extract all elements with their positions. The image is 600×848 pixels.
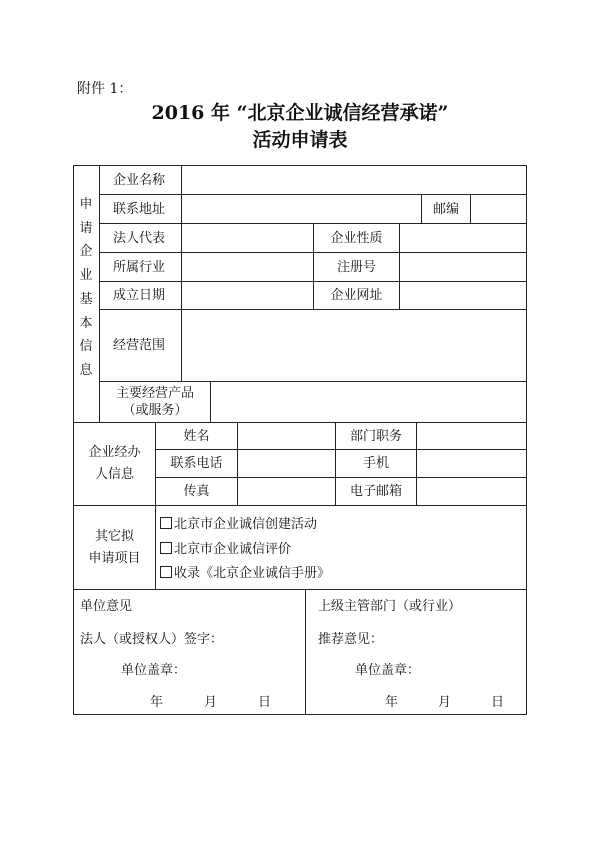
label-contact-phone: 联系电话	[170, 456, 223, 471]
option-integrity-evaluation[interactable]: 北京市企业诚信评价	[160, 538, 291, 557]
table-right-border	[526, 165, 527, 715]
field-industry[interactable]	[182, 253, 313, 281]
field-fax[interactable]	[238, 478, 335, 505]
field-business-scope[interactable]	[182, 310, 526, 381]
label-fax: 传真	[183, 484, 210, 499]
field-main-products[interactable]	[211, 382, 526, 422]
label-handler-name: 姓名	[183, 428, 210, 444]
col-line	[305, 589, 306, 714]
label-industry: 所属行业	[113, 259, 166, 275]
field-company-nature[interactable]	[400, 224, 526, 252]
field-company-name[interactable]	[182, 166, 526, 194]
field-handler-name[interactable]	[238, 423, 335, 449]
section-label-basic-info: 申 请 企 业 基 本 信 息	[79, 196, 93, 379]
table-bottom-border	[73, 714, 527, 715]
label-mobile: 手机	[362, 456, 389, 471]
field-mobile[interactable]	[417, 450, 526, 477]
label-company-name: 企业名称	[113, 172, 166, 188]
label-registration-number: 注册号	[336, 259, 376, 275]
label-company-nature: 企业性质	[330, 230, 383, 246]
label-right-year: 年	[385, 695, 399, 710]
field-legal-rep[interactable]	[182, 224, 313, 252]
checkbox[interactable]	[160, 517, 172, 529]
section-label-other-projects: 其它拟 申请项目	[88, 528, 141, 566]
label-superior-department: 上级主管部门（或行业）	[318, 599, 462, 614]
label-website: 企业网址	[330, 288, 383, 303]
field-registration-number[interactable]	[400, 253, 526, 281]
field-dept-title[interactable]	[417, 423, 526, 449]
col-line	[155, 505, 156, 589]
label-postcode: 邮编	[432, 201, 459, 217]
label-left-month: 月	[204, 695, 218, 710]
label-left-year: 年	[150, 695, 164, 710]
field-email[interactable]	[417, 478, 526, 505]
label-left-day: 日	[258, 695, 272, 710]
label-legal-rep: 法人代表	[113, 230, 166, 246]
label-email: 电子邮箱	[349, 484, 402, 499]
label-main-products: 主要经营产品 （或服务）	[115, 386, 194, 418]
field-founded-date[interactable]	[182, 282, 313, 309]
label-founded-date: 成立日期	[113, 288, 166, 303]
field-website[interactable]	[400, 282, 526, 309]
label-right-month: 月	[438, 695, 452, 710]
form-title: 2016 年 “北京企业诚信经营承诺”	[151, 102, 449, 124]
label-left-seal: 单位盖章：	[121, 663, 187, 678]
label-unit-opinion: 单位意见	[80, 599, 133, 614]
section-line	[73, 589, 527, 590]
label-business-scope: 经营范围	[113, 338, 166, 353]
option-integrity-handbook[interactable]: 收录《北京企业诚信手册》	[160, 562, 330, 581]
label-address: 联系地址	[113, 201, 166, 217]
field-contact-phone[interactable]	[238, 450, 335, 477]
field-address[interactable]	[182, 195, 421, 223]
label-right-seal: 单位盖章：	[355, 663, 421, 678]
label-dept-title: 部门职务	[349, 428, 402, 444]
label-legal-signature: 法人（或授权人）签字：	[80, 632, 224, 647]
label-recommendation: 推荐意见：	[318, 632, 384, 647]
form-subtitle: 活动申请表	[252, 129, 348, 151]
label-right-day: 日	[491, 695, 505, 710]
checkbox[interactable]	[160, 542, 172, 554]
attachment-label: 附件 1：	[77, 81, 133, 97]
checkbox[interactable]	[160, 566, 172, 578]
section-label-handler: 企业经办 人信息	[88, 445, 141, 482]
field-postcode[interactable]	[471, 195, 526, 223]
option-integrity-campaign[interactable]: 北京市企业诚信创建活动	[160, 513, 317, 532]
